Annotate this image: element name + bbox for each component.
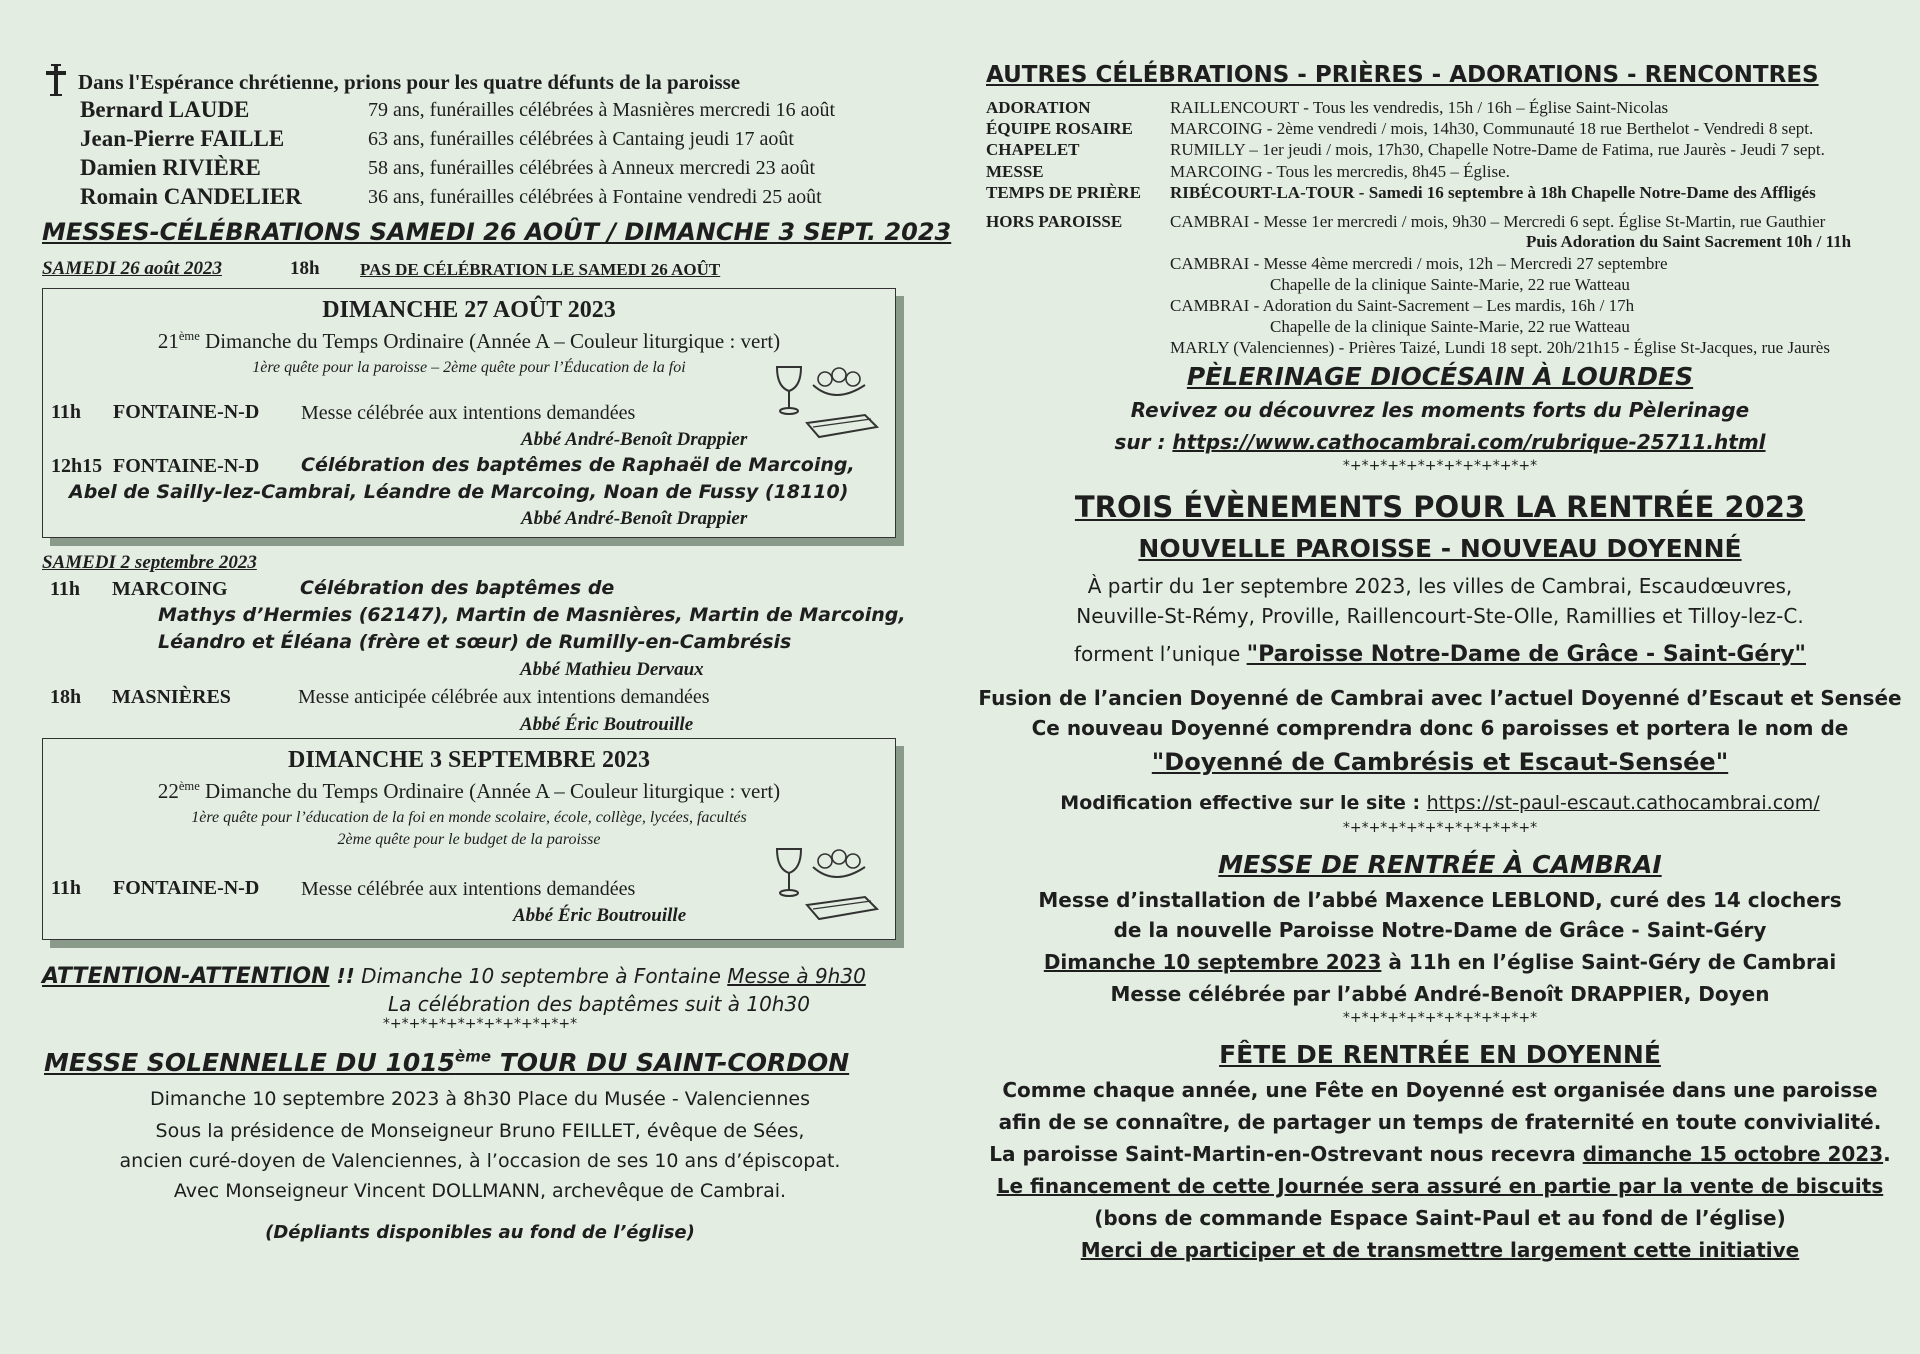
fete-l1: Comme chaque année, une Fête en Doyenné est organisée dans une paroisse bbox=[1002, 1078, 1878, 1102]
sat2-e2-text: Messe anticipée célébrée aux intentions demandées bbox=[298, 686, 710, 708]
attention-line2: La célébration des baptêmes suit à 10h30 bbox=[388, 992, 810, 1016]
fete-l6: Merci de participer et de transmettre largement cette initiative bbox=[1080, 1238, 1800, 1262]
autres-text: CAMBRAI - Messe 1er mercredi / mois, 9h30 – Mercredi 6 sept. Église St-Martin, rue Gauthier bbox=[1170, 212, 1826, 231]
defunt-info: 79 ans, funérailles célébrées à Masnières mercredi 16 août bbox=[368, 99, 836, 121]
sat2-e2-priest: Abbé Éric Boutrouille bbox=[520, 714, 694, 735]
fete-l5: (bons de commande Espace Saint-Paul et au fond de l’église) bbox=[1094, 1206, 1786, 1230]
sun1-e2-text2: Abel de Sailly-lez-Cambrai, Léandre de Marcoing, Noan de Fussy (18110) bbox=[69, 481, 849, 503]
fete-l2: afin de se connaître, de partager un temps de fraternité en toute convivialité. bbox=[998, 1110, 1882, 1134]
doyenne-site-link[interactable]: https://st-paul-escaut.cathocambrai.com/ bbox=[1426, 792, 1820, 814]
autres-text: RAILLENCOURT - Tous les vendredis, 15h / 16h – Église Saint-Nicolas bbox=[1170, 98, 1669, 117]
sunday-3-box bbox=[42, 738, 896, 940]
sun1-quete: 1ère quête pour la paroisse – 2ème quête pour l’Éducation de la foi bbox=[252, 359, 686, 376]
autres-text: RIBÉCOURT-LA-TOUR - Samedi 16 septembre à 18h Chapelle Notre-Dame des Affligés bbox=[1170, 183, 1816, 202]
stars-divider: *+*+*+*+*+*+*+*+*+*+* bbox=[382, 1016, 578, 1032]
trois-l4: Fusion de l’ancien Doyenné de Cambrai avec l’actuel Doyenné d’Escaut et Sensée bbox=[978, 686, 1902, 710]
defunt-name: Jean-Pierre FAILLE bbox=[80, 126, 285, 151]
sat2-date: SAMEDI 2 septembre 2023 bbox=[42, 552, 257, 573]
defunt-name: Bernard LAUDE bbox=[80, 97, 250, 122]
messes-title: MESSES-CÉLÉBRATIONS SAMEDI 26 AOÛT / DIMANCHE 3 SEPT. 2023 bbox=[42, 218, 952, 246]
trois-l1: À partir du 1er septembre 2023, les villes de Cambrai, Escaudœuvres, bbox=[1087, 574, 1793, 598]
sun2-subtitle: 22ème Dimanche du Temps Ordinaire (Année A – Couleur liturgique : vert) bbox=[157, 779, 781, 803]
sat2-e1-text3: Léandro et Éléana (frère et sœur) de Rumilly-en-Cambrésis bbox=[158, 631, 792, 653]
autres-text: MARCOING - 2ème vendredi / mois, 14h30, Communauté 18 rue Berthelot - Vendredi 8 sept. bbox=[1170, 119, 1814, 138]
fete-title: FÊTE DE RENTRÉE EN DOYENNÉ bbox=[1219, 1040, 1661, 1069]
cordon-l3: ancien curé-doyen de Valenciennes, à l’occasion de ses 10 ans d’épiscopat. bbox=[119, 1150, 841, 1172]
cordon-l5: (Dépliants disponibles au fond de l’église) bbox=[265, 1222, 695, 1243]
sat1-text: PAS DE CÉLÉBRATION LE SAMEDI 26 AOÛT bbox=[360, 260, 721, 279]
rentree-l4: Messe célébrée par l’abbé André-Benoît DRAPPIER, Doyen bbox=[1110, 982, 1770, 1006]
sun1-e2-text1: Célébration des baptêmes de Raphaël de Marcoing, bbox=[301, 454, 855, 476]
chalice-bread-icon bbox=[773, 357, 883, 445]
sun1-e2-time: 12h15 bbox=[51, 455, 103, 477]
cordon-l1: Dimanche 10 septembre 2023 à 8h30 Place du Musée - Valenciennes bbox=[149, 1088, 811, 1110]
sun2-e1-place: FONTAINE-N-D bbox=[113, 877, 260, 899]
cordon-l4: Avec Monseigneur Vincent DOLLMANN, archevêque de Cambrai. bbox=[173, 1180, 787, 1202]
sat2-e1-time: 11h bbox=[50, 578, 81, 600]
rentree-title: MESSE DE RENTRÉE À CAMBRAI bbox=[1218, 850, 1662, 879]
hp2a: CAMBRAI - Messe 4ème mercredi / mois, 12h – Mercredi 27 septembre bbox=[1170, 254, 1668, 273]
fete-l4: Le financement de cette Journée sera assuré en partie par la vente de biscuits bbox=[996, 1174, 1884, 1198]
sun2-quete1: 1ère quête pour l’éducation de la foi en monde scolaire, école, collège, lycées, facultés bbox=[191, 809, 747, 826]
sun1-e1-time: 11h bbox=[51, 401, 82, 423]
sun1-subtitle: 21ème Dimanche du Temps Ordinaire (Année A – Couleur liturgique : vert) bbox=[157, 329, 781, 353]
sat2-e2-place: MASNIÈRES bbox=[112, 686, 231, 708]
autres-label: MESSE bbox=[986, 162, 1044, 181]
rentree-l1: Messe d’installation de l’abbé Maxence LEBLOND, curé des 14 clochers bbox=[1038, 888, 1842, 912]
chalice-bread-icon bbox=[773, 839, 883, 927]
autres-label: ADORATION bbox=[986, 98, 1091, 117]
autres-text: MARCOING - Tous les mercredis, 8h45 – Église. bbox=[1170, 162, 1510, 181]
attention-line1: ATTENTION-ATTENTION !! Dimanche 10 septembre à Fontaine Messe à 9h30 bbox=[42, 964, 866, 989]
sun1-e2-priest: Abbé André-Benoît Drappier bbox=[521, 508, 748, 529]
defunts-intro: Dans l'Espérance chrétienne, prions pour les quatre défunts de la paroisse bbox=[78, 70, 741, 94]
lourdes-title: PÈLERINAGE DIOCÉSAIN À LOURDES bbox=[1186, 362, 1694, 391]
trois-l6: "Doyenné de Cambrésis et Escaut-Sensée" bbox=[1151, 748, 1729, 776]
defunt-name: Romain CANDELIER bbox=[80, 184, 302, 209]
trois-sub: NOUVELLE PAROISSE - NOUVEAU DOYENNÉ bbox=[1138, 534, 1742, 563]
autres-label: HORS PAROISSE bbox=[986, 212, 1123, 231]
sun2-e1-text: Messe célébrée aux intentions demandées bbox=[301, 878, 636, 900]
autres-label: ÉQUIPE ROSAIRE bbox=[986, 119, 1133, 138]
hp2b: Chapelle de la clinique Sainte-Marie, 22 rue Watteau bbox=[1270, 275, 1630, 294]
autres-text: RUMILLY – 1er jeudi / mois, 17h30, Chapelle Notre-Dame de Fatima, rue Jaurès - Jeudi 7 sept. bbox=[1170, 140, 1825, 159]
sun2-title: DIMANCHE 3 SEPTEMBRE 2023 bbox=[287, 747, 651, 773]
sat1-time: 18h bbox=[290, 258, 320, 279]
sat2-e1-text2: Mathys d’Hermies (62147), Martin de Masnières, Martin de Marcoing, bbox=[158, 604, 906, 626]
stars-divider: *+*+*+*+*+*+*+*+*+*+* bbox=[1342, 458, 1538, 474]
lourdes-l1: Revivez ou découvrez les moments forts du Pèlerinage bbox=[1130, 398, 1750, 422]
fete-l3: La paroisse Saint-Martin-en-Ostrevant nous recevra dimanche 15 octobre 2023. bbox=[989, 1142, 1891, 1166]
rentree-l2: de la nouvelle Paroisse Notre-Dame de Grâce - Saint-Géry bbox=[1113, 918, 1767, 942]
defunt-info: 63 ans, funérailles célébrées à Cantaing jeudi 17 août bbox=[368, 128, 794, 150]
stars-divider: *+*+*+*+*+*+*+*+*+*+* bbox=[1342, 820, 1538, 836]
sat2-e2-time: 18h bbox=[50, 686, 82, 708]
sat2-e1-priest: Abbé Mathieu Dervaux bbox=[520, 659, 704, 680]
sun1-title: DIMANCHE 27 AOÛT 2023 bbox=[322, 297, 616, 323]
sun1-e1-priest: Abbé André-Benoît Drappier bbox=[521, 429, 748, 450]
cross-icon bbox=[44, 62, 68, 98]
hp3a: CAMBRAI - Adoration du Saint-Sacrement – Les mardis, 16h / 17h bbox=[1170, 296, 1635, 315]
defunt-name: Damien RIVIÈRE bbox=[80, 155, 261, 180]
sat2-e1-text1: Célébration des baptêmes de bbox=[300, 577, 615, 599]
trois-l5: Ce nouveau Doyenné comprendra donc 6 paroisses et portera le nom de bbox=[1031, 716, 1849, 740]
defunt-info: 36 ans, funérailles célébrées à Fontaine vendredi 25 août bbox=[368, 186, 822, 208]
trois-l2: Neuville-St-Rémy, Proville, Raillencourt-Ste-Olle, Ramillies et Tilloy-lez-C. bbox=[1076, 604, 1804, 628]
trois-l7: Modification effective sur le site : https://st-paul-escaut.cathocambrai.com/ bbox=[1060, 792, 1820, 814]
hp4: MARLY (Valenciennes) - Prières Taizé, Lundi 18 sept. 20h/21h15 - Église St-Jacques, rue Jaurès bbox=[1170, 338, 1830, 357]
sun2-e1-time: 11h bbox=[51, 877, 82, 899]
sun2-quete2: 2ème quête pour le budget de la paroisse bbox=[337, 831, 601, 848]
lourdes-link[interactable]: https://www.cathocambrai.com/rubrique-25711.html bbox=[1172, 430, 1766, 454]
sun1-e1-text: Messe célébrée aux intentions demandées bbox=[301, 402, 636, 424]
hp1b: Puis Adoration du Saint Sacrement 10h / 11h bbox=[1526, 232, 1852, 251]
autres-label: CHAPELET bbox=[986, 140, 1080, 159]
sun1-e2-place: FONTAINE-N-D bbox=[113, 455, 260, 477]
trois-title: TROIS ÉVÈNEMENTS POUR LA RENTRÉE 2023 bbox=[1074, 490, 1806, 524]
rentree-l3: Dimanche 10 septembre 2023 à 11h en l’église Saint-Géry de Cambrai bbox=[1043, 950, 1837, 974]
defunt-info: 58 ans, funérailles célébrées à Anneux mercredi 23 août bbox=[368, 157, 816, 179]
sunday-27-box bbox=[42, 288, 896, 538]
autres-title: AUTRES CÉLÉBRATIONS - PRIÈRES - ADORATIONS - RENCONTRES bbox=[986, 62, 1819, 88]
sun2-e1-priest: Abbé Éric Boutrouille bbox=[513, 905, 687, 926]
trois-l3: forment l’unique "Paroisse Notre-Dame de Grâce - Saint-Géry" bbox=[1073, 642, 1806, 667]
sat1-date: SAMEDI 26 août 2023 bbox=[42, 258, 223, 279]
autres-label: TEMPS DE PRIÈRE bbox=[986, 183, 1141, 202]
cordon-title: MESSE SOLENNELLE DU 1015ème TOUR DU SAINT-CORDON bbox=[44, 1047, 850, 1077]
sun1-e1-place: FONTAINE-N-D bbox=[113, 401, 260, 423]
lourdes-l2: sur : https://www.cathocambrai.com/rubrique-25711.html bbox=[1114, 430, 1766, 454]
hp3b: Chapelle de la clinique Sainte-Marie, 22 rue Watteau bbox=[1270, 317, 1630, 336]
stars-divider: *+*+*+*+*+*+*+*+*+*+* bbox=[1342, 1010, 1538, 1026]
sat2-e1-place: MARCOING bbox=[112, 578, 228, 600]
cordon-l2: Sous la présidence de Monseigneur Bruno FEILLET, évêque de Sées, bbox=[155, 1120, 805, 1142]
